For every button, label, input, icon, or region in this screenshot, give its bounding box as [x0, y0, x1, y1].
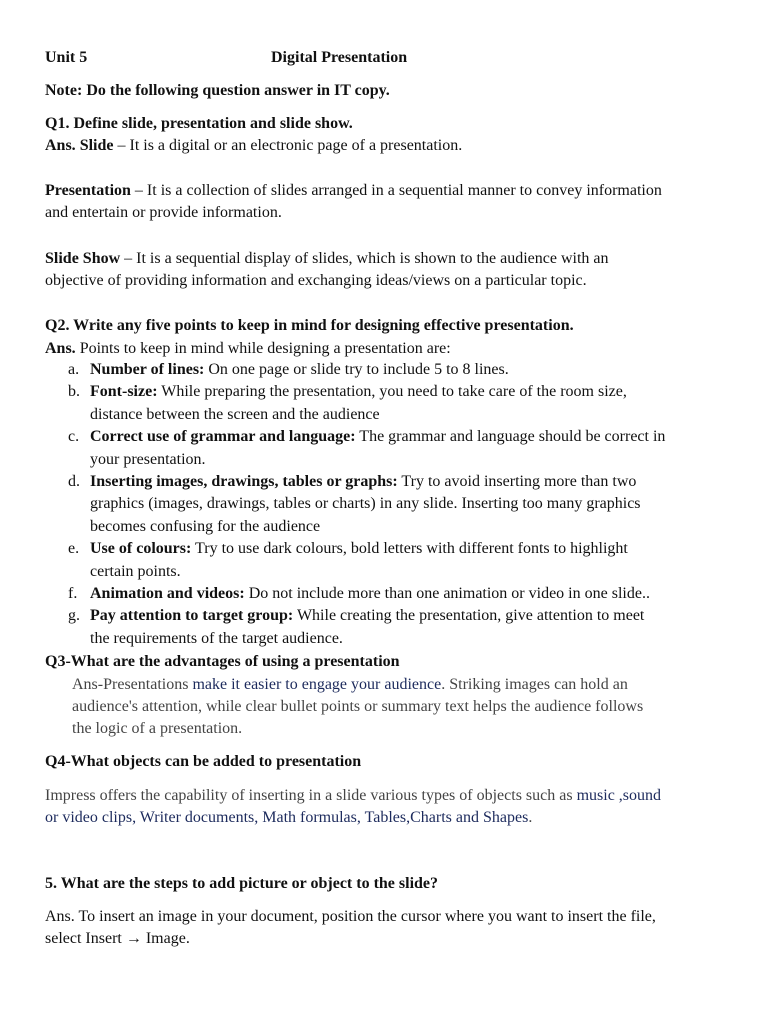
list-item-line: [90, 539, 628, 559]
q2-intro: [45, 339, 451, 359]
presentation-def-line-1: [45, 181, 662, 201]
q1-slide-answer: [45, 136, 462, 156]
list-item-term: Number of lines:: [90, 361, 205, 378]
list-item-line: [90, 360, 509, 380]
list-item-text: your presentation.: [90, 450, 206, 468]
list-item-line: [90, 517, 320, 537]
list-item-line: [90, 450, 206, 470]
ans-prefix: Ans.: [45, 137, 76, 154]
list-item-line: [90, 562, 181, 582]
list-item-text: While creating the presentation, give attention to meet: [293, 607, 645, 625]
presentation-definition: – It is a collection of slides arranged in a sequential manner to convey information: [130, 182, 662, 199]
q3-question: Q3-What are the advantages of using a presentation: [45, 653, 400, 670]
list-item-line: [90, 584, 650, 604]
q4-answer-end: .: [528, 809, 533, 826]
list-item-text: Do not include more than one animation or video in one slide..: [244, 585, 650, 602]
presentation-def-line-2: and entertain or provide information.: [45, 204, 282, 221]
list-item-text: becomes confusing for the audience: [90, 517, 321, 535]
list-item-term: Pay attention to target group:: [90, 607, 294, 625]
q4-answer-line-2: [45, 808, 532, 828]
q5-answer-line-2: select Insert → Image.: [45, 930, 190, 947]
list-item-text: While preparing the presentation, you need to take care of the room size,: [157, 383, 627, 401]
list-item-text: Try to use dark colours, bold letters with different fonts to highlight: [191, 540, 628, 558]
list-item-text: The grammar and language should be correct in: [355, 428, 666, 446]
slide-definition: – It is a digital or an electronic page of a presentation.: [113, 137, 463, 154]
list-item-letter: a.: [68, 361, 80, 378]
list-item-letter: e.: [68, 540, 80, 558]
q5-answer-line-1: Ans. To insert an image in your document, position the cursor where you want to insert the file,: [45, 908, 656, 925]
list-item-letter: c.: [68, 428, 80, 446]
ans-prefix: Ans.: [45, 340, 76, 357]
list-item-term: Font-size:: [90, 383, 158, 401]
list-item-term: Animation and videos:: [90, 585, 245, 602]
q3-answer-line-3: the logic of a presentation.: [72, 720, 243, 737]
list-item-line: [90, 382, 627, 402]
q3-answer-line-1: [72, 675, 628, 695]
presentation-term: Presentation: [45, 182, 131, 199]
list-item-text: the requirements of the target audience.: [90, 629, 343, 647]
list-item-letter: d.: [68, 473, 80, 490]
list-item-letter: b.: [68, 383, 80, 401]
q4-answer-objects: or video clips, Writer documents, Math formulas, Tables,Charts and Shapes: [45, 809, 529, 826]
q4-question: Q4-What objects can be added to presentation: [45, 753, 362, 770]
q4-answer-start: Impress offers the capability of inserting in a slide various types of objects such as: [45, 787, 577, 804]
list-item-line: [90, 629, 343, 649]
slideshow-term: Slide Show: [45, 250, 121, 267]
unit-label: Unit 5: [45, 49, 88, 66]
q3-answer-line-2: audience's attention, while clear bullet points or summary text helps the audience follows: [72, 698, 644, 715]
list-item-line: [90, 494, 641, 514]
list-item-term: Correct use of grammar and language:: [90, 428, 356, 446]
q4-answer-line-1: [45, 786, 661, 806]
list-item-term: Use of colours:: [90, 540, 192, 558]
list-item-letter: f.: [68, 585, 78, 602]
list-item-text: On one page or slide try to include 5 to 8 lines.: [204, 361, 509, 378]
q3-answer-start: Ans-Presentations: [72, 676, 193, 693]
list-item-line: [90, 427, 665, 447]
q4-answer-highlight: music ,sound: [576, 787, 662, 804]
slideshow-definition: – It is a sequential display of slides, which is shown to the audience with an: [120, 250, 609, 267]
slideshow-def-line-1: [45, 249, 609, 269]
q1-question: Q1. Define slide, presentation and slide show.: [45, 115, 353, 132]
q3-answer-highlight: make it easier to engage your audience: [192, 676, 442, 693]
list-item-line: [90, 472, 636, 492]
slide-term: Slide: [79, 137, 114, 154]
document-title: Digital Presentation: [271, 49, 408, 66]
list-item-text: distance between the screen and the audience: [90, 405, 380, 423]
list-item-term: Inserting images, drawings, tables or graphs:: [90, 473, 398, 490]
slideshow-def-line-2: objective of providing information and exchanging ideas/views on a particular topic.: [45, 272, 587, 289]
list-item-letter: g.: [68, 607, 80, 625]
q2-intro-text: Points to keep in mind while designing a presentation are:: [75, 340, 451, 357]
q3-answer-rest: . Striking images can hold an: [441, 676, 628, 693]
note-line: Note: Do the following question answer in IT copy.: [45, 82, 390, 99]
list-item-text: graphics (images, drawings, tables or charts) in any slide. Inserting too many graphics: [90, 495, 641, 513]
list-item-text: Try to avoid inserting more than two: [397, 473, 637, 490]
q5-question: 5. What are the steps to add picture or object to the slide?: [45, 875, 439, 892]
list-item-line: [90, 606, 644, 626]
list-item-line: [90, 405, 380, 425]
list-item-text: certain points.: [90, 562, 181, 580]
q2-question: Q2. Write any five points to keep in mind for designing effective presentation.: [45, 317, 574, 334]
